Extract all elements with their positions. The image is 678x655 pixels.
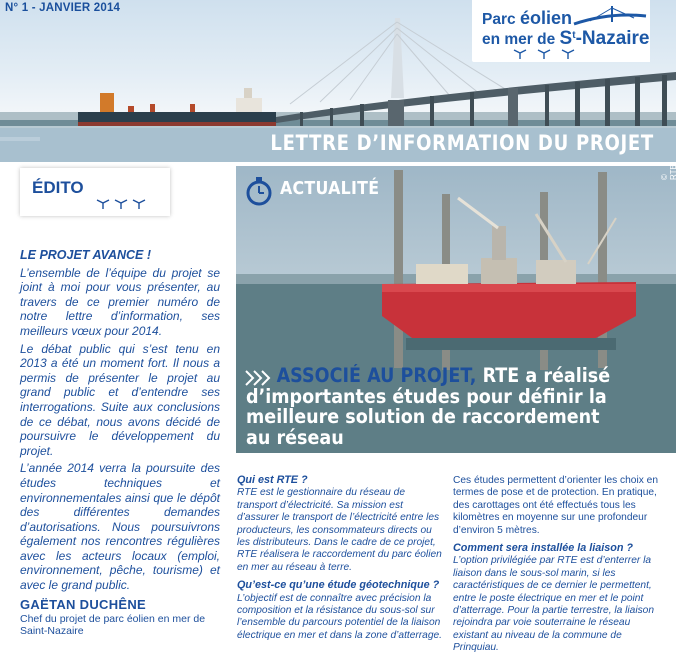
headline-overlay <box>236 362 676 453</box>
article-column-2 <box>453 474 663 655</box>
header-banner <box>0 0 676 162</box>
edito-tab <box>20 168 170 216</box>
edito-title: ÉDITO <box>32 178 84 197</box>
logo-bridge-icon <box>572 4 648 26</box>
question-rte: Qui est RTE ? <box>237 474 308 486</box>
photo-credit: © RTE <box>660 164 678 180</box>
actualite-label: ACTUALITÉ <box>280 178 380 199</box>
answer-geotechnique: L’objectif est de connaître avec précision la composition et la résistance du sous-sol sur l’ensemble du parcours potentiel de la liaison électrique en mer et dans la zone d’atterrage. <box>237 592 443 641</box>
logo-nazaire: -Nazaire <box>575 28 650 49</box>
article-intro: Ces études permettent d’orienter les choix en termes de pose et de protection. En pratique, des carottages ont été effectués tous les kilomètres en moyenne sur une profondeur d’environ 5 mètres. <box>453 475 658 536</box>
headline-highlight: ASSOCIÉ AU PROJET, <box>276 364 477 387</box>
edito-paragraph-1: L’ensemble de l’équipe du projet se joint à moi pour vous présenter, au travers de ce premier numéro de notre lettre d’information, ses meilleurs vœux pour 2014. <box>20 265 220 338</box>
signature-name: GAËTAN DUCHÊNE <box>20 597 147 612</box>
edito-paragraph-2: Le débat public qui s’est tenu en 2013 a été un moment fort. Il nous a permis de présenter le projet au grand public et d’entendre ses interrogations. Suite aux conclusions de ce débat, nous avons décidé de poursuivre le développement du projet. <box>20 341 220 458</box>
wind-turbine-icon <box>95 196 155 210</box>
logo-st: S <box>559 28 573 49</box>
wind-turbine-icon <box>512 46 592 60</box>
logo-eolien: éolien <box>519 8 572 28</box>
question-geotechnique: Qu’est-ce qu’une étude géotechnique ? <box>237 579 440 592</box>
signature <box>20 597 225 637</box>
triple-chevron-icon <box>244 368 274 388</box>
logo-st-sup: t <box>572 29 576 41</box>
stopwatch-icon <box>244 176 274 206</box>
answer-rte: RTE est le gestionnaire du réseau de transport d’électricité. Sa mission est d’assurer le transport de l’électricité entre les producteurs, les consommateurs directs ou les distributeurs. Dans le cadre de ce projet, RTE réalisera le raccordement du parc éolien en mer au réseau à terre. <box>237 487 442 573</box>
issue-number: N° 1 - JANVIER 2014 <box>5 2 121 14</box>
edito-heading: LE PROJET AVANCE ! <box>20 248 152 262</box>
signature-role: Chef du projet de parc éolien en mer de Saint-Nazaire <box>20 613 206 637</box>
headline-rest: RTE a réalisé d’importantes études pour définir la meilleure solution de raccordement au réseau <box>246 364 611 449</box>
logo <box>472 0 650 62</box>
edito-text <box>20 248 220 596</box>
logo-en-mer-de: en mer de <box>482 31 556 48</box>
question-liaison: Comment sera installée la liaison ? <box>453 542 634 555</box>
newsletter-title: LETTRE D’INFORMATION DU PROJET <box>270 131 654 155</box>
edito-paragraph-3: L’année 2014 verra la poursuite des études techniques et environnementales ainsi que le dépôt des différentes demandes d’autorisations. Nous poursuivrons également nos rencontres régulières avec les acteurs locaux (emploi, environnement, pêche, tourisme) et avec le grand public. <box>20 461 220 593</box>
article-column-1 <box>237 474 442 642</box>
logo-parc: Parc <box>482 11 516 28</box>
logo-line-1 <box>482 8 572 29</box>
answer-liaison: L’option privilégiée par RTE est d’enterrer la liaison dans le sous-sol marin, si les caractéristiques de ce dernier le permettent, entre le poste électrique en mer et le point d’atterrage. Pour la partie terrestre, la liaison rejoindra par voie souterraine le réseau existant au niveau de la commune de Prinquiau. <box>453 555 655 654</box>
article-headline <box>246 366 624 448</box>
